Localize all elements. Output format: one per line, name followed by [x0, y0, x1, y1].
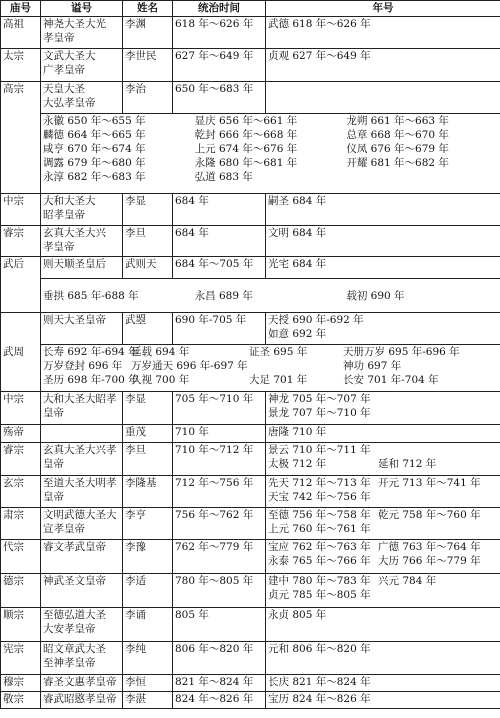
- era-cell: 文明 684 年: [266, 226, 500, 257]
- era-cell: 元和 806 年～820 年: [266, 642, 500, 675]
- era-item: 显庆 656 年～661 年: [194, 115, 298, 127]
- era-item: 太极 712 年: [268, 458, 327, 470]
- shi-cell: 神尧大圣大光 孝皇帝: [41, 17, 123, 49]
- era-cell: 长庆 821 年～824 年: [266, 675, 500, 692]
- header-rule: 统治时间: [173, 1, 266, 17]
- shi-cell: 文武大圣大 广孝皇帝: [41, 49, 123, 82]
- rule-cell: 705 年～710 年: [173, 392, 266, 425]
- rule-cell: 780 年～805 年: [173, 574, 266, 608]
- name-cell: 李隆基: [123, 476, 173, 508]
- miao-cell: 睿宗: [1, 443, 41, 476]
- shi-cell: 至道大圣大明孝 皇帝: [41, 476, 123, 508]
- header-miao: 庙号: [1, 1, 41, 17]
- era-item: 宝应 762 年～763 年: [268, 541, 371, 553]
- era-item: 乾封 666 年～668 年: [194, 129, 298, 141]
- rule-cell: 824 年～826 年: [173, 692, 266, 709]
- era-item: 天宝 742 年～756 年: [268, 491, 371, 503]
- era-item: 龙朔 661 年～663 年: [346, 115, 449, 127]
- shi-cell: 玄真大圣大兴孝 皇帝: [41, 443, 123, 476]
- header-shi: 谥号: [41, 1, 123, 17]
- miao-cell: 宪宗: [1, 642, 41, 675]
- miao-cell: 武周: [1, 313, 41, 392]
- era-item: 圣历 698 年-700 年: [43, 374, 139, 386]
- rule-cell: 618 年～626 年: [173, 17, 266, 49]
- miao-cell: 敬宗: [1, 692, 41, 709]
- miao-cell: 顺宗: [1, 608, 41, 642]
- miao-cell: 玄宗: [1, 476, 41, 508]
- miao-cell: 中宗: [1, 194, 41, 226]
- era-cell: 宝历 824 年～826 年: [266, 692, 500, 709]
- era-item: 广德 763 年～764 年: [378, 541, 481, 553]
- era-cell: 光宅 684 年: [266, 257, 500, 279]
- era-item: 天册万岁 695 年-696 年: [343, 346, 460, 358]
- era-cell: [266, 82, 500, 114]
- rule-cell: 821 年～824 年: [173, 675, 266, 692]
- era-item: 至德 756 年～758 年: [268, 509, 371, 521]
- shi-cell: 玄真大圣大兴 孝皇帝: [41, 226, 123, 257]
- name-cell: 李显: [123, 194, 173, 226]
- era-item: 仪凤 676 年～679 年: [346, 143, 449, 155]
- table-row: [1, 642, 500, 675]
- era-item: 开元 713 年～741 年: [378, 477, 481, 489]
- rule-cell: 756 年～762 年: [173, 508, 266, 540]
- rule-cell: 690 年-705 年: [173, 313, 266, 345]
- name-cell: 李渊: [123, 17, 173, 49]
- era-item: 永昌 689 年: [194, 289, 253, 302]
- header-era: 年号: [266, 1, 500, 17]
- header-name: 姓名: [123, 1, 173, 17]
- miao-cell: 穆宗: [1, 675, 41, 692]
- era-item: 贞元 785 年～805 年: [268, 589, 371, 601]
- era-item: 上元 674 年～676 年: [194, 143, 298, 155]
- era-cell: [266, 574, 500, 608]
- wuhou-era-row: [1, 279, 500, 313]
- shi-cell: 大和大圣大 昭孝皇帝: [41, 194, 123, 226]
- miao-cell: 太宗: [1, 49, 41, 82]
- rule-cell: 684 年～705 年: [173, 257, 266, 279]
- table-row: [1, 49, 500, 82]
- shi-cell: 睿圣文惠孝皇帝: [41, 675, 123, 692]
- era-cell: 嗣圣 684 年: [266, 194, 500, 226]
- era-item: 乾元 758 年～760 年: [378, 509, 481, 521]
- table-row: [1, 226, 500, 257]
- name-cell: 李世民: [123, 49, 173, 82]
- shi-cell: 天皇大圣 大弘孝皇帝: [41, 82, 123, 114]
- era-item: 万岁通天 696 年-697 年: [131, 360, 248, 372]
- era-item: 麟德 664 年～665 年: [43, 129, 146, 141]
- name-cell: 李适: [123, 574, 173, 608]
- rule-cell: 684 年: [173, 194, 266, 226]
- miao-cell: 睿宗: [1, 226, 41, 257]
- name-cell: 李恒: [123, 675, 173, 692]
- era-cell: [266, 540, 500, 574]
- name-cell: 李诵: [123, 608, 173, 642]
- era-item: 垂拱 685 年-688 年: [43, 289, 139, 302]
- shi-cell: 昭文章武大圣 至神孝皇帝: [41, 642, 123, 675]
- era-item: 万岁登封 696 年: [43, 360, 123, 372]
- era-item: 永淳 682 年～683 年: [43, 171, 146, 183]
- table-row: [1, 425, 500, 443]
- miao-cell: 中宗: [1, 392, 41, 425]
- era-item: 先天 712 年～713 年: [268, 477, 371, 489]
- era-item: 弘道 683 年: [194, 171, 253, 183]
- era-cell: [266, 443, 500, 476]
- era-item: 长安 701 年-704 年: [343, 374, 439, 386]
- name-cell: 李纯: [123, 642, 173, 675]
- shi-cell: 睿文孝武皇帝: [41, 540, 123, 574]
- shi-cell: 文明武德大圣大 宣孝皇帝: [41, 508, 123, 540]
- era-item: 景云 710 年～711 年: [268, 444, 371, 456]
- era-item: 开耀 681 年～682 年: [346, 157, 449, 169]
- table-row: [1, 476, 500, 508]
- name-cell: 李旦: [123, 443, 173, 476]
- name-cell: 重茂: [123, 425, 173, 443]
- name-cell: 李豫: [123, 540, 173, 574]
- era-item: 建中 780 年～783 年: [268, 575, 371, 587]
- table-row: [1, 675, 500, 692]
- table-row: [1, 257, 500, 279]
- table-row: [1, 574, 500, 608]
- era-item: 延和 712 年: [378, 458, 437, 470]
- era-item: [249, 359, 343, 373]
- era-cell: 神龙 705 年～707 年 景龙 707 年～710 年: [266, 392, 500, 425]
- shi-cell: 至德弘道大圣 大安孝皇帝: [41, 608, 123, 642]
- name-cell: 李治: [123, 82, 173, 114]
- era-item: 咸亨 670 年～674 年: [43, 143, 146, 155]
- era-cell: [266, 476, 500, 508]
- table-row: [1, 17, 500, 49]
- shi-cell: [41, 425, 123, 443]
- name-cell: 武曌: [123, 313, 173, 345]
- name-cell: 李显: [123, 392, 173, 425]
- rule-cell: 805 年: [173, 608, 266, 642]
- table-row: [1, 540, 500, 574]
- gaozong-era-row: [1, 114, 500, 194]
- name-cell: 李亨: [123, 508, 173, 540]
- era-item: 永隆 680 年～681 年: [194, 157, 298, 169]
- shi-cell: 睿武昭愍孝皇帝: [41, 692, 123, 709]
- era-cell: 贞观 627 年～649 年: [266, 49, 500, 82]
- era-item: 永泰 765 年～766 年: [268, 555, 371, 567]
- wuzhou-eras: [41, 345, 500, 392]
- era-item: 上元 760 年～761 年: [268, 523, 371, 535]
- rule-cell: 684 年: [173, 226, 266, 257]
- rule-cell: 762 年～779 年: [173, 540, 266, 574]
- era-item: 永徽 650 年～655 年: [43, 115, 146, 127]
- name-cell: 李旦: [123, 226, 173, 257]
- rule-cell: 712 年～756 年: [173, 476, 266, 508]
- table-row: [1, 82, 500, 114]
- gaozong-eras: [41, 114, 500, 194]
- era-item: 神功 697 年: [343, 360, 402, 372]
- wuhou-eras: [41, 279, 500, 313]
- miao-cell: 殇帝: [1, 425, 41, 443]
- miao-cell: 高祖: [1, 17, 41, 49]
- era-cell: [266, 508, 500, 540]
- miao-cell: 高宗: [1, 82, 41, 194]
- era-item: 载初 690 年: [346, 289, 405, 302]
- miao-cell: 武后: [1, 257, 41, 313]
- era-cell: 永贞 805 年: [266, 608, 500, 642]
- era-cell: 唐隆 710 年: [266, 425, 500, 443]
- miao-cell: 代宗: [1, 540, 41, 574]
- name-cell: 李湛: [123, 692, 173, 709]
- era-item: 兴元 784 年: [378, 575, 437, 587]
- shi-cell: 则天顺圣皇后: [41, 257, 123, 279]
- table-row: [1, 443, 500, 476]
- table-row: [1, 508, 500, 540]
- era-item: 延载 694 年: [131, 346, 190, 358]
- rule-cell: 806 年～820 年: [173, 642, 266, 675]
- era-item: [378, 588, 498, 602]
- name-cell: 武则天: [123, 257, 173, 279]
- rule-cell: 627 年～649 年: [173, 49, 266, 82]
- table-row: [1, 313, 500, 345]
- era-item: 总章 668 年～670 年: [346, 129, 449, 141]
- miao-cell: 德宗: [1, 574, 41, 608]
- rule-cell: 650 年～683 年: [173, 82, 266, 114]
- era-cell: 天授 690 年-692 年 如意 692 年: [266, 313, 500, 345]
- era-item: [378, 443, 498, 457]
- rule-cell: 710 年: [173, 425, 266, 443]
- era-item: 大历 766 年～779 年: [378, 555, 481, 567]
- shi-cell: 神武圣文皇帝: [41, 574, 123, 608]
- table-row: [1, 392, 500, 425]
- rule-cell: 710 年～712 年: [173, 443, 266, 476]
- era-item: [378, 490, 498, 504]
- miao-cell: 肃宗: [1, 508, 41, 540]
- shi-cell: 则天大圣皇帝: [41, 313, 123, 345]
- wuzhou-era-row: [1, 345, 500, 392]
- table-row: [1, 692, 500, 709]
- era-item: 长寿 692 年-694 年: [43, 346, 139, 358]
- header-row: [1, 1, 500, 17]
- table-row: [1, 194, 500, 226]
- era-item: 大足 701 年: [249, 374, 308, 386]
- era-item: [378, 522, 498, 536]
- era-cell: 武德 618 年～626 年: [266, 17, 500, 49]
- era-item: 证圣 695 年: [249, 346, 308, 358]
- era-item: 调露 679 年～680 年: [43, 157, 146, 169]
- shi-cell: 大和大圣大昭孝 皇帝: [41, 392, 123, 425]
- table-row: [1, 608, 500, 642]
- era-item: 久视 700 年: [131, 374, 190, 386]
